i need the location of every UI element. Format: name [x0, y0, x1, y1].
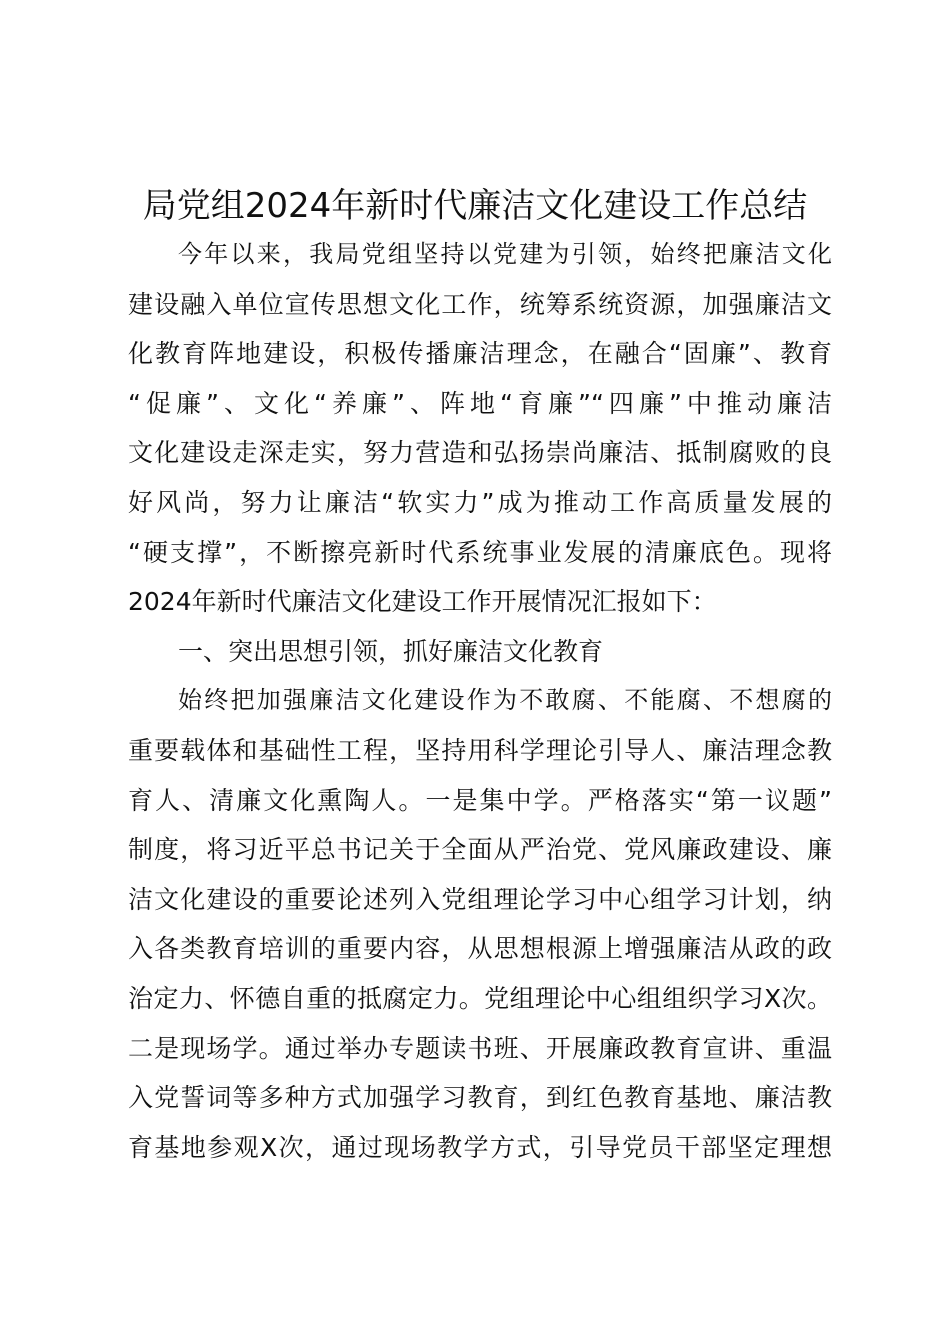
paragraph-line: 入党誓词等多种方式加强学习教育，到红色教育基地、廉洁教 — [128, 1083, 832, 1113]
paragraph-line: 2024年新时代廉洁文化建设工作开展情况汇报如下： — [128, 587, 717, 617]
paragraph-line: 二是现场学。通过举办专题读书班、开展廉政教育宣讲、重温 — [128, 1033, 832, 1063]
paragraph-line: 治定力、怀德自重的抵腐定力。党组理论中心组组织学习X次。 — [128, 983, 832, 1013]
paragraph-line: 制度，将习近平总书记关于全面从严治党、党风廉政建设、廉 — [128, 835, 832, 865]
paragraph-line: 文化建设走深走实，努力营造和弘扬崇尚廉洁、抵制腐败的良 — [128, 438, 832, 468]
paragraph-line: 建设融入单位宣传思想文化工作，统筹系统资源，加强廉洁文 — [128, 289, 832, 319]
paragraph-line: 始终把加强廉洁文化建设作为不敢腐、不能腐、不想腐的 — [178, 686, 832, 715]
paragraph-line: 入各类教育培训的重要内容，从思想根源上增强廉洁从政的政 — [128, 934, 832, 964]
section-heading: 一、突出思想引领，抓好廉洁文化教育 — [178, 636, 604, 666]
document-title: 局党组2024年新时代廉洁文化建设工作总结 — [142, 186, 808, 226]
paragraph-line: 育人、清廉文化熏陶人。一是集中学。严格落实“第一议题” — [128, 785, 832, 815]
paragraph-line: 洁文化建设的重要论述列入党组理论学习中心组学习计划，纳 — [128, 884, 832, 914]
paragraph-line: 今年以来，我局党组坚持以党建为引领，始终把廉洁文化 — [178, 240, 832, 268]
document-body — [128, 230, 832, 1172]
paragraph-line: 好风尚，努力让廉洁“软实力”成为推动工作高质量发展的 — [128, 487, 832, 517]
paragraph-line: 育基地参观X次，通过现场教学方式，引导党员干部坚定理想 — [128, 1132, 832, 1162]
paragraph-line: “促廉”、文化“养廉”、阵地“育廉”“四廉”中推动廉洁 — [128, 388, 832, 418]
paragraph-line: 化教育阵地建设，积极传播廉洁理念，在融合“固廉”、教育 — [128, 339, 832, 369]
paragraph-line: “硬支撑”，不断擦亮新时代系统事业发展的清廉底色。现将 — [128, 537, 832, 567]
paragraph-line: 重要载体和基础性工程，坚持用科学理论引导人、廉洁理念教 — [128, 735, 832, 765]
